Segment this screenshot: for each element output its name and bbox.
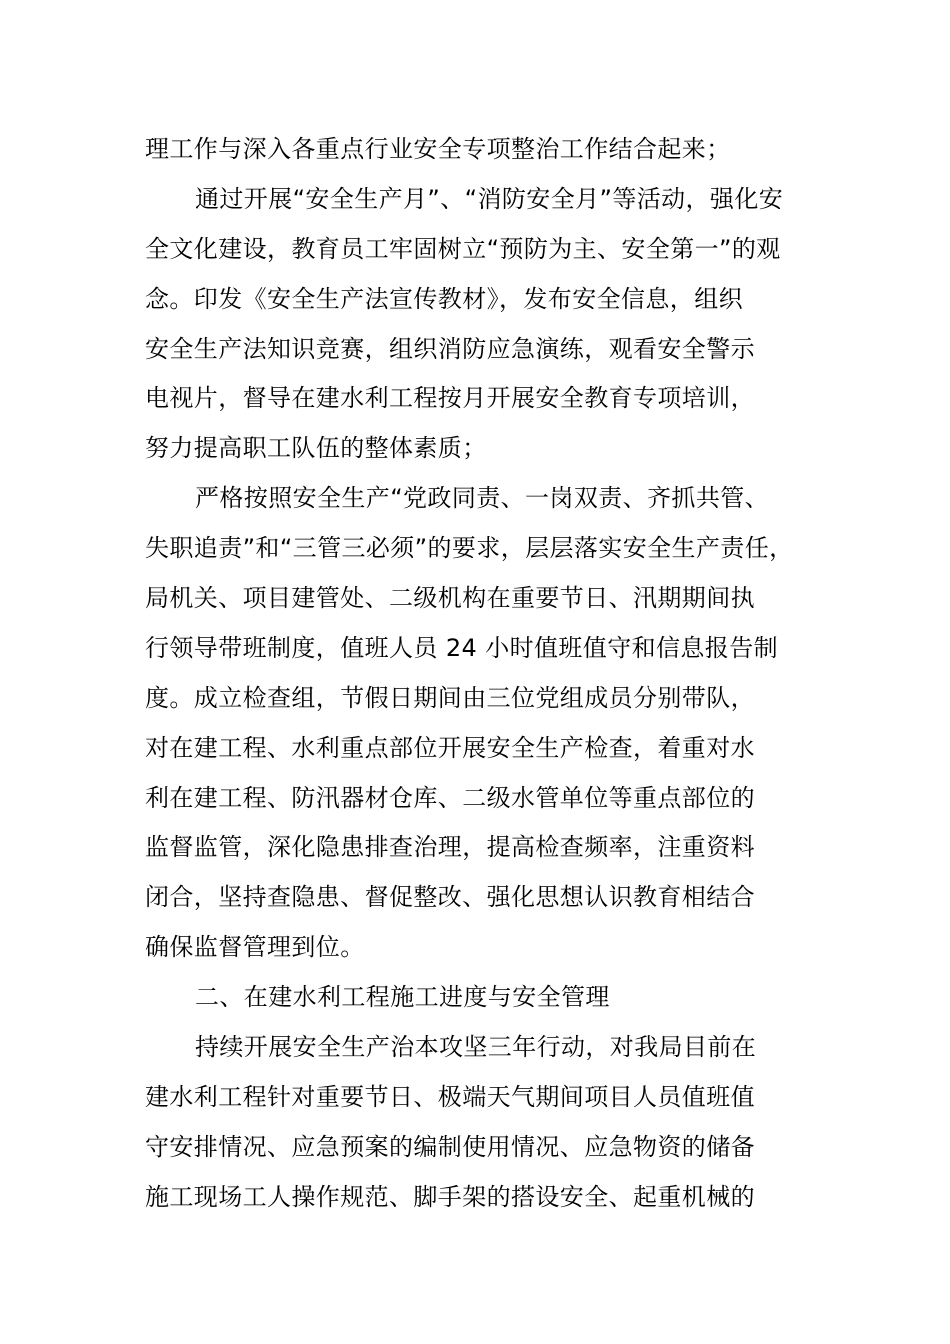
text-line: 失职追责”和“三管三必须”的要求，层层落实安全生产责任， — [145, 534, 794, 563]
text-line: 建水利工程针对重要节日、极端天气期间项目人员值班值 — [145, 1082, 755, 1111]
text-line: 监督监管，深化隐患排查治理，提高检查频率，注重资料 — [145, 833, 755, 862]
text-line: 对在建工程、水利重点部位开展安全生产检查，着重对水 — [145, 733, 755, 762]
text-line: 安全生产法知识竞赛，组织消防应急演练，观看安全警示 — [145, 334, 755, 363]
text-line: 理工作与深入各重点行业安全专项整治工作结合起来； — [145, 135, 731, 163]
text-line: 努力提高职工队伍的整体素质； — [145, 434, 487, 463]
text-line: 施工现场工人操作规范、脚手架的搭设安全、起重机械的 — [145, 1182, 755, 1211]
text-line: 严格按照安全生产“党政同责、一岗双责、齐抓共管、 — [195, 484, 770, 513]
text-line: 行领导带班制度，值班人员 24 小时值班值守和信息报告制 — [145, 633, 778, 662]
text-line: 念。印发《安全生产法宣传教材》，发布安全信息，组织 — [145, 284, 743, 313]
text-line: 局机关、项目建管处、二级机构在重要节日、汛期期间执 — [145, 584, 755, 613]
text-line: 电视片，督导在建水利工程按月开展安全教育专项培训， — [145, 384, 755, 413]
text-line: 利在建工程、防汛器材仓库、二级水管单位等重点部位的 — [145, 783, 755, 812]
text-line: 全文化建设，教育员工牢固树立“预防为主、安全第一”的观 — [145, 234, 781, 263]
body-text — [145, 125, 825, 1223]
text-line: 确保监督管理到位。 — [145, 933, 365, 962]
text-line: 闭合，坚持查隐患、督促整改、强化思想认识教育相结合 — [145, 883, 755, 912]
text-line: 守安排情况、应急预案的编制使用情况、应急物资的储备 — [145, 1132, 755, 1161]
text-line: 通过开展“安全生产月”、“消防安全月”等活动，强化安 — [195, 184, 784, 213]
text-line: 度。成立检查组，节假日期间由三位党组成员分别带队， — [145, 683, 755, 712]
text-line: 二、在建水利工程施工进度与安全管理 — [195, 983, 610, 1012]
text-line: 持续开展安全生产治本攻坚三年行动，对我局目前在 — [195, 1033, 757, 1062]
